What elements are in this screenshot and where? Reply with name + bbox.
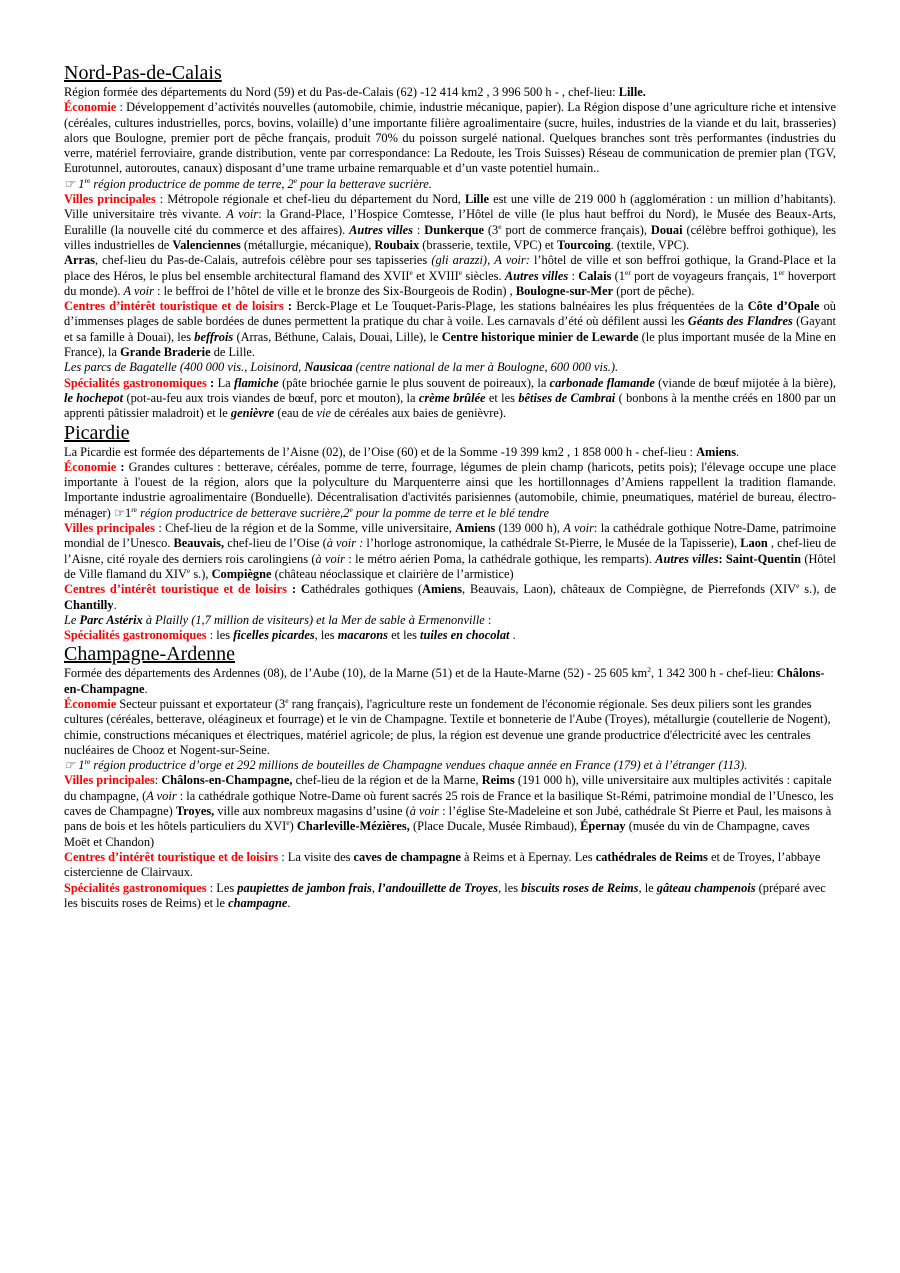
- text-run: : Les: [206, 880, 238, 895]
- text-run: Région formée des départements du Nord (59) et du Pas-de-Calais (62) -12 414 km2 , 3 996 500 h - , chef-lieu:: [64, 85, 619, 99]
- text-run: e: [293, 175, 298, 185]
- region-heading: Nord-Pas-de-Calais: [64, 62, 222, 84]
- text-run: (le plus important musée de la Mine en France), la: [64, 329, 836, 360]
- text-run: , chef-lieu du Pas-de-Calais, autrefois célèbre pour ses tapisseries: [94, 253, 432, 268]
- text-run: :: [116, 459, 129, 474]
- section-label: Centres d’intérêt touristique et de loisirs: [64, 582, 287, 597]
- text-run: .: [509, 628, 516, 643]
- section-label: Spécialités gastronomiques: [64, 880, 207, 895]
- text-run: A voir: [563, 521, 594, 536]
- text-run: , le: [638, 880, 657, 895]
- text-run: Secteur puissant et exportateur (3: [116, 696, 286, 711]
- text-run: e: [186, 565, 191, 575]
- text-run: tuiles en chocolat: [420, 628, 510, 643]
- text-run: Douai: [650, 222, 683, 237]
- text-run: e: [285, 695, 289, 705]
- text-run: : la cathédrale gothique Notre-Dame, patrimoine mondial de l’Unesco.: [64, 521, 836, 551]
- text-run: (centre national de la mer à Boulogne, 600 000 vis.).: [352, 360, 619, 375]
- text-run: et de Troyes, l’abbaye cistercienne de Clairvaux.: [64, 849, 821, 880]
- text-run: Reims: [481, 773, 515, 788]
- text-run: re: [84, 757, 91, 767]
- text-run: Lille: [464, 192, 490, 207]
- text-run: Roubaix: [374, 237, 420, 252]
- text-run: chef-lieu de l’Oise (: [224, 536, 327, 551]
- text-run: , 1 342 300 h - chef-lieu:: [650, 666, 777, 681]
- section-label: Villes principales: [64, 773, 155, 788]
- text-run: crème brûlée: [418, 390, 486, 405]
- text-run: er: [778, 267, 785, 277]
- text-run: et les: [485, 390, 519, 405]
- text-run: A voir: [146, 788, 177, 803]
- text-run: (139 000 h),: [495, 521, 564, 536]
- text-run: Calais: [578, 268, 612, 283]
- text-run: Grandes cultures : betterave, céréales, pomme de terre, fourrage, légumes de plein champ (haricots, petits pois); l'élevage occupe une place importante à l'ouest de la région, alors que la polyculture du Marquenterre ainsi que les hortillonnages d’Amiens rappellent la tradition flamande. Importante industrie agroalimentaire (Bonduelle). Décentralisation d'activités parisiennes (automobile, chimie, pneumatiques, matériel de bureau, électro-ménager) ☞1: [64, 459, 836, 520]
- text-run: e: [409, 267, 413, 277]
- text-run: Nausicaa: [304, 360, 353, 375]
- text-run: :: [484, 612, 492, 627]
- region-paragraph: [64, 177, 836, 192]
- region-heading: Picardie: [64, 421, 130, 444]
- text-run: e: [349, 504, 353, 514]
- text-run: , les: [314, 628, 338, 643]
- text-run: Dunkerque: [424, 222, 484, 237]
- region-paragraph: [64, 666, 836, 697]
- text-run: (métallurgie, mécanique),: [240, 237, 375, 252]
- text-run: (eau de: [274, 406, 317, 421]
- section-label: Économie: [64, 100, 117, 115]
- text-run: : Développement d’activités nouvelles (automobile, chimie, industrie mécanique, papier). La Région dispose d’une agriculture riche et intensive (céréales, cultures industrielles, porcs, bovins, volaille) d’une importante filière agroalimentaire (sucre, huiles, industries de la viande et du lait, brasseries) alors que Boulogne, premier port de pêche français, produit 70% du poisson surgelé national. Quelques branches sont très performantes (industries du verre, matériel ferroviaire, grande distribution, vente par correspondance: La Redoute, les Trois Suisses) Réseau de communication de premier plan (TGV, Eurotunnel, autoroutes, canaux) disposant d’une trame urbaine remarquable et d’un vaste potentiel humain..: [64, 100, 836, 176]
- section-label: Spécialités gastronomiques: [64, 628, 207, 643]
- text-run: Autres villes: [504, 268, 569, 283]
- text-run: le hochepot: [64, 390, 124, 405]
- text-run: biscuits roses de Reims: [521, 880, 639, 895]
- text-run: Tourcoing: [556, 237, 611, 252]
- text-run: flamiche: [234, 375, 279, 390]
- text-run: : les: [206, 628, 234, 643]
- text-run: Châlons-en-Champagne,: [161, 773, 293, 788]
- text-run: Chantilly: [64, 597, 114, 612]
- text-run: A voir: [226, 207, 259, 222]
- text-run: , Beauvais, Laon), châteaux de Compiègne, de Pierrefonds (XIV: [461, 582, 797, 597]
- region-paragraph: [64, 850, 836, 881]
- text-run: re: [131, 504, 138, 514]
- region-paragraph: [64, 613, 836, 628]
- text-run: et les: [388, 628, 420, 643]
- text-run: (Gayant et sa famille à Douai), les: [64, 314, 836, 344]
- region-section: [64, 62, 836, 422]
- text-run: :: [154, 773, 162, 788]
- section-label: Villes principales: [64, 192, 156, 207]
- text-run: gâteau champenois: [656, 880, 756, 895]
- text-run: hoverport du monde).: [64, 268, 836, 298]
- text-run: à Plailly (1,7 million de visiteurs) et la Mer de sable à Ermenonville: [142, 612, 485, 627]
- text-run: port de voyageurs français, 1: [630, 268, 779, 283]
- text-run: (musée du vin de Champagne, caves Moët et Chandon): [64, 819, 810, 849]
- region-paragraph: [64, 299, 836, 360]
- text-run: pour la betterave sucrière.: [297, 176, 432, 191]
- text-run: et XVIII: [412, 268, 459, 283]
- text-run: e: [498, 221, 502, 231]
- text-run: pour la pomme de terre et le blé tendre: [352, 505, 550, 520]
- text-run: A voir: [123, 283, 154, 298]
- text-run: paupiettes de jambon frais: [237, 880, 372, 895]
- text-run: bêtises de Cambrai: [518, 390, 616, 405]
- text-run: vie: [316, 406, 331, 421]
- region-paragraph: [64, 192, 836, 253]
- text-run: (pâte briochée garnie le plus souvent de poireaux), la: [278, 375, 550, 390]
- text-run: A voir:: [494, 253, 530, 268]
- text-run: .: [113, 597, 117, 612]
- region-paragraph: [64, 253, 836, 299]
- text-run: (Arras, Béthune, Calais, Douai, Lille), le: [233, 329, 442, 344]
- text-run: l’horloge astronomique, la cathédrale St-Pierre, le Musée de la Tapisserie),: [363, 536, 741, 551]
- text-run: e: [458, 267, 463, 277]
- section-label: Centres d’intérêt touristique et de loisirs: [64, 299, 284, 314]
- region-section: [64, 643, 836, 911]
- text-run: champagne: [228, 895, 288, 910]
- text-run: (Hôtel de Ville flamand du XIV: [64, 551, 836, 581]
- text-run: ☞ 1: [64, 176, 85, 191]
- text-run: à voir: [409, 804, 439, 819]
- text-run: (191 000 h), ville universitaire aux multiples activités : capitale du champagne, (: [64, 773, 832, 803]
- section-label: Économie: [64, 459, 117, 474]
- text-run: à voir: [315, 551, 345, 566]
- text-run: : la Grand-Place, l’Hospice Comtesse, l’Hôtel de ville (le plus haut beffroi du Nord), le Musée des Beaux-Arts, Euralille (la nouvelle cité du commerce et des affaires).: [64, 207, 836, 237]
- region-heading: Champagne-Ardenne: [64, 643, 236, 666]
- document-page: [64, 62, 836, 911]
- region-paragraph: [64, 881, 836, 912]
- text-run: Amiens: [422, 582, 462, 597]
- text-run: (préparé avec les biscuits roses de Reims) et le: [64, 880, 826, 910]
- text-run: .: [144, 681, 148, 696]
- text-run: Centre historique minier de Lewarde: [441, 329, 639, 344]
- text-run: er: [625, 267, 631, 277]
- text-run: : le métro aérien Poma, la cathédrale gothique, les remparts).: [344, 551, 656, 566]
- text-run: (célèbre beffroi gothique), les villes industrielles de: [64, 222, 836, 252]
- text-run: :: [413, 222, 425, 237]
- text-run: s.), de: [799, 582, 836, 597]
- text-run: Autres villes: [349, 222, 413, 237]
- text-run: Arras: [64, 253, 95, 268]
- text-run: (Place Ducale, Musée Rimbaud),: [409, 819, 581, 834]
- text-run: Compiègne: [211, 566, 272, 581]
- text-run: beffrois: [194, 329, 234, 344]
- text-run: Beauvais,: [173, 536, 225, 551]
- section-label: Centres d’intérêt touristique et de loisirs: [64, 849, 279, 864]
- text-run: e: [796, 581, 800, 591]
- text-run: (château néoclassique et clairière de l’armistice): [271, 566, 514, 581]
- text-run: (gli arazzi): [431, 253, 488, 268]
- text-run: l’andouillette de Troyes: [378, 880, 499, 895]
- section-label: Spécialités gastronomiques: [64, 375, 207, 390]
- text-run: Troyes,: [175, 804, 215, 819]
- text-run: région productrice d’orge et 292 millions de bouteilles de Champagne vendues chaque année en France (179) et à l’étranger (113).: [90, 758, 748, 773]
- text-run: e: [286, 818, 290, 828]
- region-paragraph: [64, 758, 836, 773]
- text-run: Les parcs de Bagatelle (400 000 vis., Loisinord,: [64, 360, 305, 375]
- region-paragraph: [64, 376, 836, 422]
- text-run: macarons: [337, 628, 388, 643]
- text-run: caves de champagne: [353, 849, 461, 864]
- region-paragraph: [64, 773, 836, 849]
- text-run: (port de pêche).: [613, 283, 695, 298]
- text-run: ( bonbons à la menthe créés en 1800 par un apprenti pâtissier maladroit) et le: [64, 390, 836, 421]
- text-run: Épernay: [580, 819, 626, 834]
- text-run: .: [736, 444, 740, 459]
- text-run: : C: [286, 582, 310, 597]
- text-run: Le: [64, 612, 80, 627]
- text-run: athédrales gothiques (: [309, 582, 423, 597]
- text-run: ,: [371, 880, 379, 895]
- region-paragraph: [64, 100, 836, 176]
- text-run: genièvre: [230, 406, 275, 421]
- text-run: , les: [498, 880, 522, 895]
- text-run: ville aux nombreux magasins d’usine (: [214, 804, 410, 819]
- text-run: :: [283, 299, 297, 314]
- text-run: re: [84, 175, 91, 185]
- text-run: Géants des Flandres: [687, 314, 793, 329]
- text-run: : Saint-Quentin: [718, 551, 801, 566]
- text-run: Formée des départements des Ardennes (08), de l’Aube (10), de la Marne (51) et de la Haute-Marne (52) - 25 605 km: [64, 666, 648, 681]
- text-run: siècles.: [462, 268, 505, 283]
- text-run: Laon: [740, 536, 768, 551]
- text-run: s.),: [190, 566, 212, 581]
- text-run: . (textile, VPC).: [610, 237, 690, 252]
- text-run: , chef-lieu de l’Aisne, cité royale des derniers rois carolingiens (: [64, 536, 836, 566]
- region-paragraph: [64, 445, 836, 460]
- region-section: [64, 422, 836, 644]
- region-paragraph: [64, 697, 836, 758]
- text-run: (pot-au-feu aux trois viandes de bœuf, porc et mouton), la: [123, 390, 419, 405]
- text-run: à voir :: [326, 536, 364, 551]
- text-run: port de commerce français),: [501, 222, 651, 237]
- text-run: La Picardie est formée des départements de l’Aisne (02), de l’Oise (60) et de la Somme -19 399 km2 , 1 858 000 h - chef-lieu :: [64, 444, 697, 459]
- text-run: (3: [483, 222, 499, 237]
- text-run: :: [206, 375, 218, 390]
- region-paragraph: [64, 85, 836, 100]
- text-run: La: [217, 375, 234, 390]
- text-run: Côte d’Opale: [747, 299, 820, 314]
- region-paragraph: [64, 460, 836, 521]
- text-run: Lille.: [618, 85, 646, 99]
- region-paragraph: [64, 582, 836, 613]
- text-run: de Lille.: [210, 345, 255, 360]
- text-run: carbonade flamande: [549, 375, 655, 390]
- text-run: : Chef-lieu de la région et de la Somme, ville universitaire,: [155, 521, 456, 536]
- text-run: l’hôtel de ville et son beffroi gothique, la Grand-Place et la place des Héros, le plus bel ensemble architectural flamand des XVII: [64, 253, 836, 283]
- text-run: (1: [611, 268, 625, 283]
- text-run: chef-lieu de la région et de la Marne,: [292, 773, 482, 788]
- text-run: Berck-Plage et Le Touquet-Paris-Plage, les stations balnéaires les plus fréquentées de la: [296, 299, 748, 314]
- text-run: rang français), l'agriculture reste un fondement de l'économie régionale. Ses deux piliers sont les grandes cultures (céréales, betterave, oléagineux et fourrage) et le vin de Champagne. Textile et bonneterie de l'Aube (Troyes), métallurgie (coutellerie de Nogent), chimie, constructions mécaniques et électriques, matériel agricole; de plus, la région est devenue une grande productrice d'électricité avec les centrales nucléaires de Chooz et Nogent-sur-Seine.: [64, 696, 831, 757]
- text-run: est une ville de 219 000 h (agglomération : un million d’habitants). Ville universitaire très vivante.: [64, 192, 836, 222]
- text-run: :: [568, 268, 579, 283]
- text-run: Amiens: [455, 521, 496, 536]
- text-run: Grande Braderie: [120, 345, 211, 360]
- text-run: : Métropole régionale et chef-lieu du département du Nord,: [155, 192, 465, 207]
- region-paragraph: [64, 360, 836, 375]
- text-run: Valenciennes: [172, 237, 241, 252]
- text-run: ☞ 1: [64, 758, 85, 773]
- text-run: ficelles picardes: [233, 628, 315, 643]
- text-run: Amiens: [696, 444, 737, 459]
- text-run: cathédrales de Reims: [595, 849, 708, 864]
- text-run: .: [287, 895, 291, 910]
- text-run: Parc Astérix: [79, 612, 143, 627]
- region-paragraph: [64, 521, 836, 582]
- text-run: ): [289, 819, 297, 834]
- text-run: 2: [647, 665, 651, 675]
- text-run: à Reims et à Epernay. Les: [460, 849, 596, 864]
- text-run: région productrice de pomme de terre, 2: [90, 176, 294, 191]
- text-run: : la cathédrale gothique Notre-Dame où furent sacrés 25 rois de France et la basilique St-Rémi, patrimoine mondial de l’Unesco, les caves de Champagne): [64, 788, 834, 819]
- text-run: ,: [487, 253, 495, 268]
- text-run: : La visite des: [278, 849, 354, 864]
- text-run: Charleville-Mézières,: [296, 819, 410, 834]
- text-run: Autres villes: [655, 551, 719, 566]
- section-label: Villes principales: [64, 521, 155, 536]
- text-run: Châlons-en-Champagne: [64, 666, 825, 696]
- text-run: : le beffroi de l’hôtel de ville et le bronze des Six-Bourgeois de Rodin) ,: [153, 283, 516, 298]
- text-run: (viande de bœuf mijotée à la bière),: [654, 375, 836, 390]
- text-run: de céréales aux baies de genièvre).: [331, 406, 507, 421]
- section-label: Économie: [64, 696, 117, 711]
- text-run: région productrice de betterave sucrière,2: [137, 505, 350, 520]
- text-run: Boulogne-sur-Mer: [515, 283, 614, 298]
- text-run: (brasserie, textile, VPC) et: [419, 237, 557, 252]
- text-run: : l’église Ste-Madeleine et son Jubé, cathédrale St Pierre et Paul, les maisons à pans de bois et les hôtels particuliers du XVI: [64, 804, 832, 834]
- text-run: où d’immenses plages de sable bordées de dunes permettent la pratique du char à voile. Les carnavals d’été où défilent aussi les: [64, 299, 836, 329]
- region-paragraph: [64, 628, 836, 643]
